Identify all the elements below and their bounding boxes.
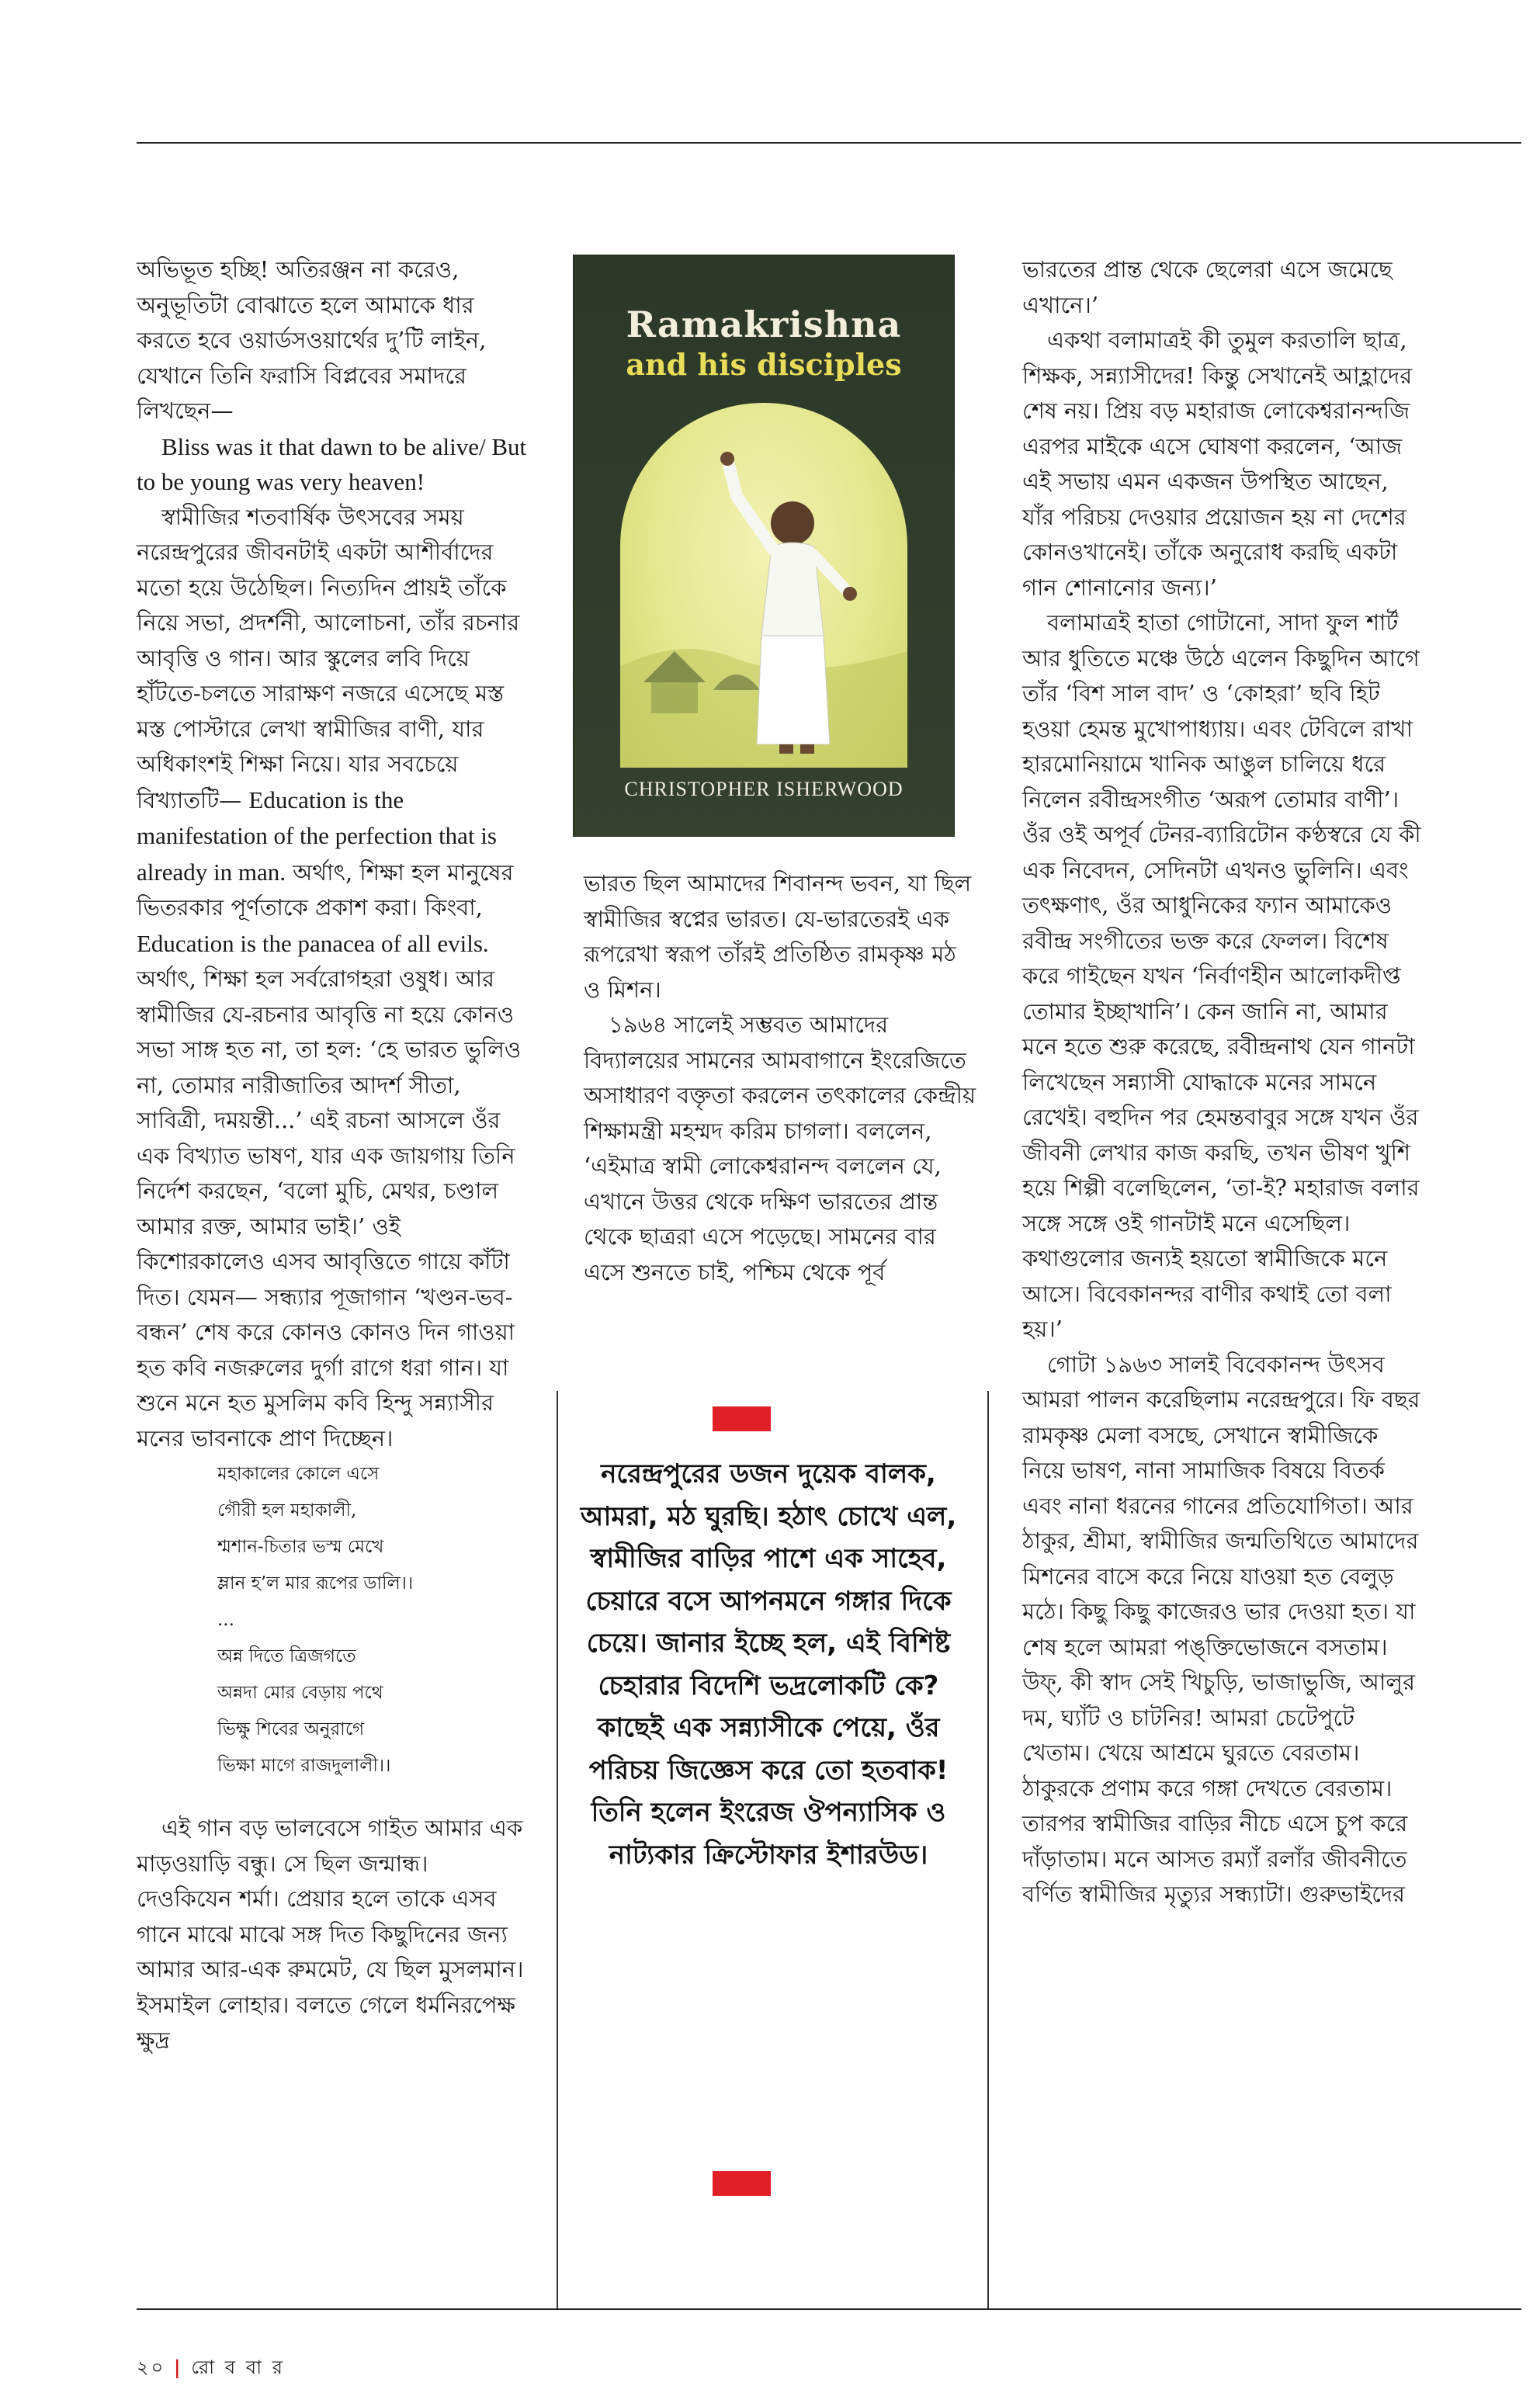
- left-column: [137, 252, 529, 2058]
- paragraph: বলামাত্রই হাতা গোটানো, সাদা ফুল শার্ট আর ধুতিতে মঞ্চে উঠে এলেন কিছুদিন আগে তাঁর ‘বিশ সাল বাদ’ ও ‘কোহরা’ ছবি হিট হওয়া হেমন্ত মুখোপাধ্যায়। এবং টেবিলে রাখা হারমোনিয়ামে খানিক আঙুল চালিয়ে ধরে নিলেন রবীন্দ্রসংগীত ‘অরূপ তোমার বাণী’। ওঁর ওই অপূর্ব টেনর-ব্যারিটোন কণ্ঠস্বরে যে কী এক নিবেদন, সেদিনটা এখনও ভুলিনি। এবং তৎক্ষণাৎ, ওঁর আধুনিকের ফ্যান আমাকেও রবীন্দ্র সংগীতের ভক্ত করে ফেলল। বিশেষ করে গাইছেন যখন ‘নির্বাণহীন আলোকদীপ্ত তোমার ইচ্ছাখানি’। কেন জানি না, আমার মনে হতে শুরু করেছে, রবীন্দ্রনাথ যেন গানটা লিখেছেন সন্ন্যাসী যোদ্ধাকে মনের সামনে রেখেই। বহুদিন পর হেমন্তবাবুর সঙ্গে যখন ওঁর জীবনী লেখার কাজ করছি, তখন ভীষণ খুশি হয়ে শিল্পী বলেছিলেন, ‘তা-ই? মহারাজ বলার সঙ্গে সঙ্গে ওই গানটাই মনে এসেছিল। কথাগুলোর জন্যই হয়তো স্বামীজিকে মনে আসে। বিবেকানন্দর বাণীর কথাই তো বলা হয়।’: [1022, 609, 1421, 1342]
- page-footer: [137, 2353, 285, 2384]
- middle-column: [584, 866, 980, 1290]
- book-title: Ramakrishna: [626, 303, 902, 345]
- paragraph: এই গান বড় ভালবেসে গাইত আমার এক মাড়ওয়াড়ি বন্ধু। সে ছিল জন্মান্ধ। দেওকিযেন শর্মা। প্রেয়ার হলে তাকে এসব গানে মাঝে মাঝে সঙ্গ দিত কিছুদিনের জন্য আমার আর-এক রুমমেট, যে ছিল মুসলমান। ইসমাইল লোহার। বলতে গেলে ধর্মনিরপেক্ষ ক্ষুদ্র: [137, 1815, 524, 2053]
- figure-illustration: [620, 403, 907, 768]
- pull-quote: নরেন্দ্রপুরের ডজন দুয়েক বালক, আমরা, মঠ ঘুরছি। হঠাৎ চোখে এল, স্বামীজির বাড়ির পাশে এক সাহেব, চেয়ারে বসে আপনমনে গঙ্গার দিকে চেয়ে। জানার ইচ্ছে হল, এই বিশিষ্ট চেহারার বিদেশি ভদ্রলোকটি কে? কাছেই এক সন্ন্যাসীকে পেয়ে, ওঁর পরিচয় জিজ্ঞেস করে তো হতবাক! তিনি হলেন ইংরেজ ঔপন্যাসিক ও নাট্যকার ক্রিস্টোফার ইশারউড।: [580, 1458, 957, 1871]
- page-number: ২০: [137, 2357, 166, 2378]
- paragraph: ১৯৬৪ সালেই সম্ভবত আমাদের বিদ্যালয়ের সামনের আমবাগানে ইংরেজিতে অসাধারণ বক্তৃতা করলেন তৎকালের কেন্দ্রীয় শিক্ষামন্ত্রী মহম্মদ করিম চাগলা। বললেন, ‘এইমাত্র স্বামী লোকেশ্বরানন্দ বললেন যে, এখানে উত্তর থেকে দক্ষিণ ভারতের প্রান্ত থেকে ছাত্ররা এসে পড়েছে। সামনের বার এসে শুনতে চাই, পশ্চিম থেকে পূর্ব: [584, 1011, 976, 1285]
- quote-marker-top: [713, 1406, 771, 1431]
- paragraph: অভিভূত হচ্ছি! অতিরঞ্জন না করেও, অনুভূতিটা বোঝাতে হলে আমাকে ধার করতে হবে ওয়ার্ডসওয়ার্থের দু’টি লাইন,: [137, 256, 487, 353]
- bottom-rule: [137, 2308, 1521, 2310]
- top-rule: [137, 142, 1521, 144]
- book-subtitle: and his disciples: [626, 347, 902, 382]
- english-quote: Bliss was it that dawn to be alive/ But to be young was very heaven!: [137, 432, 527, 495]
- paragraph: ভারতের প্রান্ত থেকে ছেলেরা এসে জমেছে এখানে।’: [1022, 256, 1393, 318]
- paragraph: একথা বলামাত্রই কী তুমুল করতালি ছাত্র, শিক্ষক, সন্ন্যাসীদের! কিন্তু সেখানেই আহ্লাদের শেষ নয়। প্রিয় বড় মহারাজ লোকেশ্বরানন্দজি এরপর মাইকে এসে ঘোষণা করলেন, ‘আজ এই সভায় এমন একজন উপস্থিত আছেন, যাঁর পরিচয় দেওয়ার প্রয়োজন হয় না দেশের কোনওখানেই। তাঁকে অনুরোধ করছি একটা গান শোনানোর জন্য।’: [1022, 327, 1413, 601]
- paragraph: ভারত ছিল আমাদের শিবানন্দ ভবন, যা ছিল স্বামীজির স্বপ্নের ভারত। যে-ভারতেরই এক রূপরেখা স্বরূপ তাঁরই প্রতিষ্ঠিত রামকৃষ্ণ মঠ ও মিশন।: [584, 870, 972, 1003]
- cover-illustration: [620, 403, 907, 768]
- right-column: [1022, 252, 1426, 1913]
- paragraph: যেখানে তিনি ফরাসি বিপ্লবের সমাদরে লিখছেন—: [137, 362, 467, 424]
- footer-separator: |: [173, 2356, 183, 2378]
- quote-marker-bottom: [713, 2171, 771, 2196]
- magazine-name: রো ব বা র: [191, 2357, 285, 2378]
- paragraph: স্বামীজির শতবার্ষিক উৎসবের সময় নরেন্দ্রপুরের জীবনটাই একটা আশীর্বাদের মতো হয়ে উঠেছিল। নিত্যদিন প্রায়ই তাঁকে নিয়ে সভা, প্রদর্শনী, আলোচনা, তাঁর রচনার আবৃত্তি ও গান। আর স্কুলের লবি দিয়ে হাঁটতে-চলতে সারাক্ষণ নজরে এসেছে মস্ত মস্ত পোস্টারে লেখা স্বামীজির বাণী, যার অধিকাংশই শিক্ষা নিয়ে। যার সবচেয়ে বিখ্যাতটি— Education is the manifestation of the perfection that is already in man. অর্থাৎ, শিক্ষা হল মানুষের ভিতরকার পূর্ণতাকে প্রকাশ করা। কিংবা, Education is the panacea of all evils. অর্থাৎ, শিক্ষা হল সর্বরোগহরা ওষুধ। আর স্বামীজির যে-রচনার আবৃত্তি না হয়ে কোনও সভা সাঙ্গ হত না, তা হল: ‘হে ভারত ভুলিও না, তোমার নারীজাতির আদর্শ সীতা, সাবিত্রী, দময়ন্তী...’ এই রচনা আসলে ওঁর এক বিখ্যাত ভাষণ, যার এক জায়গায় তিনি নির্দেশ করছেন, ‘বলো মুচি, মেথর, চণ্ডাল আমার রক্ত, আমার ভাই।’ ওই কিশোরকালেও এসব আবৃত্তিতে গায়ে কাঁটা দিত। যেমন— সন্ধ্যার পূজাগান ‘খণ্ডন-ভব-বন্ধন’ শেষ করে কোনও কোনও দিন গাওয়া হত কবি নজরুলের দুর্গা রাগে ধরা গান। যা শুনে মনে হত মুসলিম কবি হিন্দু সন্ন্যাসীর মনের ভাবনাকে প্রাণ দিচ্ছেন।: [137, 503, 522, 1451]
- book-author: CHRISTOPHER ISHERWOOD: [624, 778, 904, 800]
- column-divider: [987, 1391, 989, 2309]
- paragraph: গোটা ১৯৬৩ সালই বিবেকানন্দ উৎসব আমরা পালন করেছিলাম নরেন্দ্রপুরে। ফি বছর রামকৃষ্ণ মেলা বসছে, সেখানে স্বামীজিকে নিয়ে ভাষণ, নানা সামাজিক বিষয়ে বিতর্ক এবং নানা ধরনের গানের প্রতিযোগিতা। আর ঠাকুর, শ্রীমা, স্বামীজির জন্মতিথিতে আমাদের মিশনের বাসে করে নিয়ে যাওয়া হত বেলুড় মঠে। কিছু কিছু কাজেরও ভার দেওয়া হত। যা শেষ হলে আমরা পঙ্‌ক্তিভোজনে বসতাম। উফ্‌, কী স্বাদ সেই খিচুড়ি, ভাজাভুজি, আলুর দম, ঘ্যাঁট ও চাটনির! আমরা চেটেপুটে খেতাম। খেয়ে আশ্রমে ঘুরতে বেরতাম। ঠাকুরকে প্রণাম করে গঙ্গা দেখতে বেরতাম। তারপর স্বামীজির বাড়ির নীচে এসে চুপ করে দাঁড়াতাম। মনে আসত রম্যাঁ রলাঁর জীবনীতে বর্ণিত স্বামীজির মৃত্যুর সন্ধ্যাটা। গুরুভাইদের: [1022, 1351, 1420, 1907]
- book-cover-image: [573, 255, 955, 837]
- column-divider: [557, 1391, 558, 2309]
- poem: মহাকালের কোলে এসে গৌরী হল মহাকালী, শ্মশান-চিতার ভস্ম মেখে ম্লান হ’ল মার রূপের ডালি।। ... অন্ন দিতে ত্রিজগতে অন্নদা মোর বেড়ায় পথে ভিক্ষু শিবের অনুরাগে ভিক্ষা মাগে রাজদুলালী।।: [217, 1464, 414, 1776]
